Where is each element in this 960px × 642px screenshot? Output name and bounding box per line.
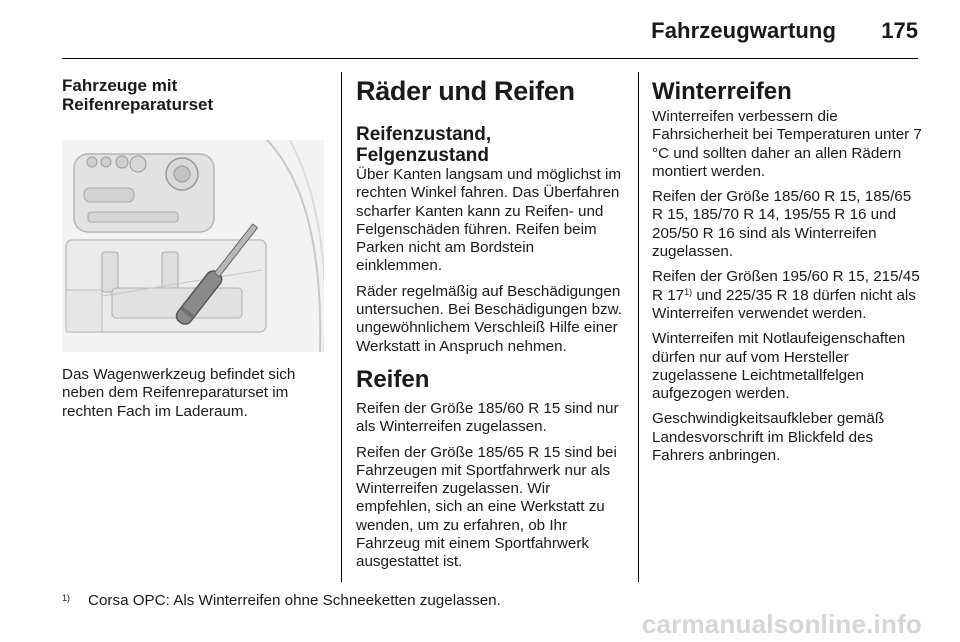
section-title-tyre-condition: Reifenzustand, Felgenzustand [356, 124, 492, 166]
section-title-line2: Reifenreparaturset [62, 95, 214, 114]
column-divider-1 [341, 72, 342, 582]
tool-kit-drawing [62, 140, 324, 352]
paragraph: Winterreifen mit Notlaufeigenschaften dürfen nur auf vom Hersteller zugelassene Leichtmetallfelgen aufgezogen werden. [652, 330, 906, 403]
paragraph: Räder regelmäßig auf Beschädigungen untersuchen. Bei Beschädigungen bzw. ungewöhnlichem Verschleiß Hilfe einer Werkstatt in Anspruch nehmen. [356, 282, 622, 355]
section-title-winter-tyres: Winterreifen [652, 78, 792, 105]
column-2 [356, 72, 622, 579]
header-title: Fahrzeugwartung [651, 18, 836, 43]
paragraph: Geschwindigkeitsaufkleber gemäß Landesvorschrift im Blickfeld des Fahrers anbringen. [652, 410, 885, 465]
header-divider [62, 58, 918, 59]
paragraph: Reifen der Größe 185/60 R 15, 185/65 R 15, 185/70 R 14, 195/55 R 16 und 205/50 R 16 sind als Winterreifen zugelassen. [652, 188, 912, 261]
column-3 [652, 72, 922, 472]
paragraph-text: und 225/35 R 18 dürfen nicht als Winterreifen verwendet werden. [652, 286, 916, 322]
column-1 [62, 72, 324, 428]
paragraph [652, 268, 922, 323]
figure-caption: Das Wagenwerkzeug befindet sich neben dem Reifenreparaturset im rechten Fach im Laderaum. [62, 366, 296, 420]
footnote-reference: 1) [684, 286, 693, 297]
section-title-repair-kit [62, 76, 324, 114]
paragraph: Über Kanten langsam und möglichst im rechten Winkel fahren. Das Überfahren scharfer Kanten kann zu Reifen- und Felgenschäden führen. Reifen beim Parken nicht am Bordstein einklemmen. [356, 166, 622, 275]
paragraph: Winterreifen verbessern die Fahrsicherheit bei Temperaturen unter 7 °C und sollten daher an allen Rädern montiert werden. [652, 108, 922, 180]
page-header [62, 14, 918, 50]
paragraph: Reifen der Größe 185/60 R 15 sind nur als Winterreifen zugelassen. [356, 399, 619, 436]
paragraph: Reifen der Größe 185/65 R 15 sind bei Fahrzeugen mit Sportfahrwerk nur als Winterreifen zugelassen. Wir empfehlen, sich an eine Werkstatt zu wenden, um zu erfahren, ob Ihr Fahrzeug mit einem Sportfahrwerk ausgestattet ist. [356, 443, 617, 571]
watermark: carmanualsonline.info [641, 609, 922, 639]
section-title-line1: Fahrzeuge mit [62, 76, 178, 95]
page-number: 175 [881, 18, 918, 43]
chapter-title: Räder und Reifen [356, 76, 575, 106]
section-title-tyres: Reifen [356, 365, 430, 393]
footnote-mark: 1) [62, 593, 71, 603]
column-divider-2 [638, 72, 639, 582]
footnote-text: Corsa OPC: Als Winterreifen ohne Schneeketten zugelassen. [88, 592, 501, 609]
paragraph-text: Reifen der Größen 195/60 R 15, 215/45 R 17 [652, 268, 920, 304]
tool-kit-illustration [62, 140, 324, 352]
